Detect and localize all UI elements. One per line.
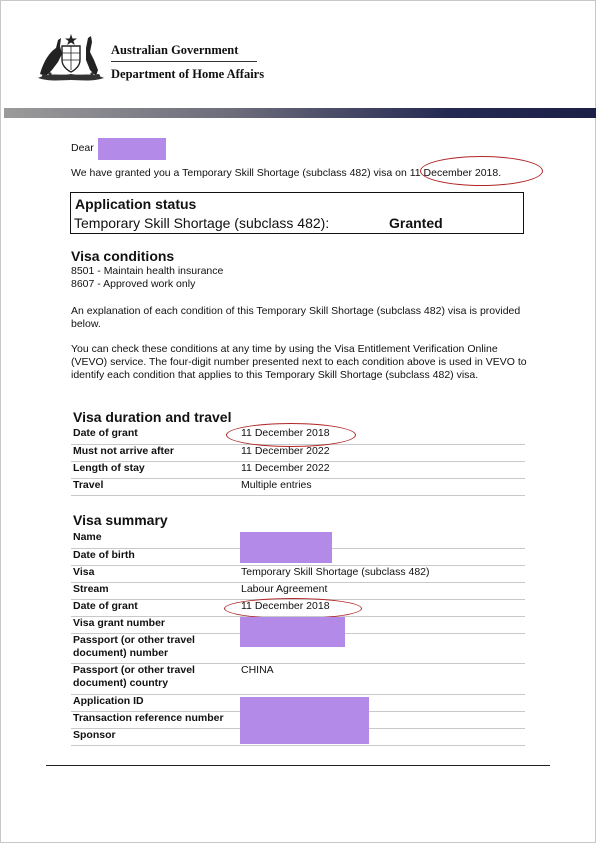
row-value: Temporary Skill Shortage (subclass 482) xyxy=(239,565,525,582)
government-name: Australian Government xyxy=(111,43,239,57)
application-status-box xyxy=(70,192,524,234)
row-label: Transaction reference number xyxy=(71,711,239,728)
status-title: Application status xyxy=(75,196,197,212)
row-value: 11 December 2022 xyxy=(239,444,525,461)
row-label: Sponsor xyxy=(71,728,239,745)
vevo-paragraph: You can check these conditions at any time by using the Visa Entitlement Verification Online (VEVO) service. The four-digit number presented next to each condition above is used in VEVO to identify each condition that applies to this Temporary Skill Shortage (subclass 482) visa. xyxy=(71,343,527,381)
redacted-name-dob xyxy=(240,532,332,563)
redacted-name xyxy=(98,138,166,160)
redacted-grant-passport xyxy=(240,617,345,647)
row-label: Travel xyxy=(71,478,239,495)
row-label: Stream xyxy=(71,582,239,599)
row-value: 11 December 2018 xyxy=(239,427,525,444)
status-value: Granted xyxy=(389,215,443,231)
conditions-explanation: An explanation of each condition of this Temporary Skill Shortage (subclass 482) visa is provided below. xyxy=(71,305,521,330)
department-name: Department of Home Affairs xyxy=(111,67,265,81)
row-label: Passport (or other travel document) number xyxy=(71,633,239,663)
conditions-title: Visa conditions xyxy=(71,248,175,264)
redacted-application-sponsor xyxy=(240,697,369,744)
table-row xyxy=(71,663,525,694)
row-label: Passport (or other travel document) country xyxy=(71,663,239,694)
row-label: Date of grant xyxy=(71,599,239,616)
row-label: Name xyxy=(71,531,239,548)
row-label: Visa grant number xyxy=(71,616,239,633)
annotation-circle xyxy=(420,156,543,186)
coat-of-arms-icon xyxy=(36,30,106,82)
salutation: Dear xyxy=(71,142,94,154)
annotation-circle xyxy=(226,423,356,447)
row-value: Multiple entries xyxy=(239,478,525,495)
status-label: Temporary Skill Shortage (subclass 482): xyxy=(74,215,330,231)
header-divider xyxy=(111,61,257,62)
row-label: Application ID xyxy=(71,694,239,711)
row-value: CHINA xyxy=(239,663,525,694)
row-label: Visa xyxy=(71,565,239,582)
annotation-circle xyxy=(224,598,362,619)
summary-title: Visa summary xyxy=(73,512,168,528)
row-label: Must not arrive after xyxy=(71,444,239,461)
condition-item: 8607 - Approved work only xyxy=(71,278,196,290)
footer-divider xyxy=(46,765,550,766)
letterhead xyxy=(0,0,596,118)
header-band xyxy=(4,108,596,118)
table-row xyxy=(71,565,525,582)
row-value: Labour Agreement xyxy=(239,582,525,599)
row-value: 11 December 2018 xyxy=(239,599,525,616)
grant-sentence: We have granted you a Temporary Skill Shortage (subclass 482) visa on 11 December 2018. xyxy=(71,167,502,179)
row-label: Date of grant xyxy=(71,427,239,444)
row-label: Date of birth xyxy=(71,548,239,565)
table-row xyxy=(71,478,525,495)
duration-title: Visa duration and travel xyxy=(73,409,232,425)
table-row xyxy=(71,461,525,478)
row-value: 11 December 2022 xyxy=(239,461,525,478)
condition-item: 8501 - Maintain health insurance xyxy=(71,265,224,277)
table-row xyxy=(71,582,525,599)
row-label: Length of stay xyxy=(71,461,239,478)
